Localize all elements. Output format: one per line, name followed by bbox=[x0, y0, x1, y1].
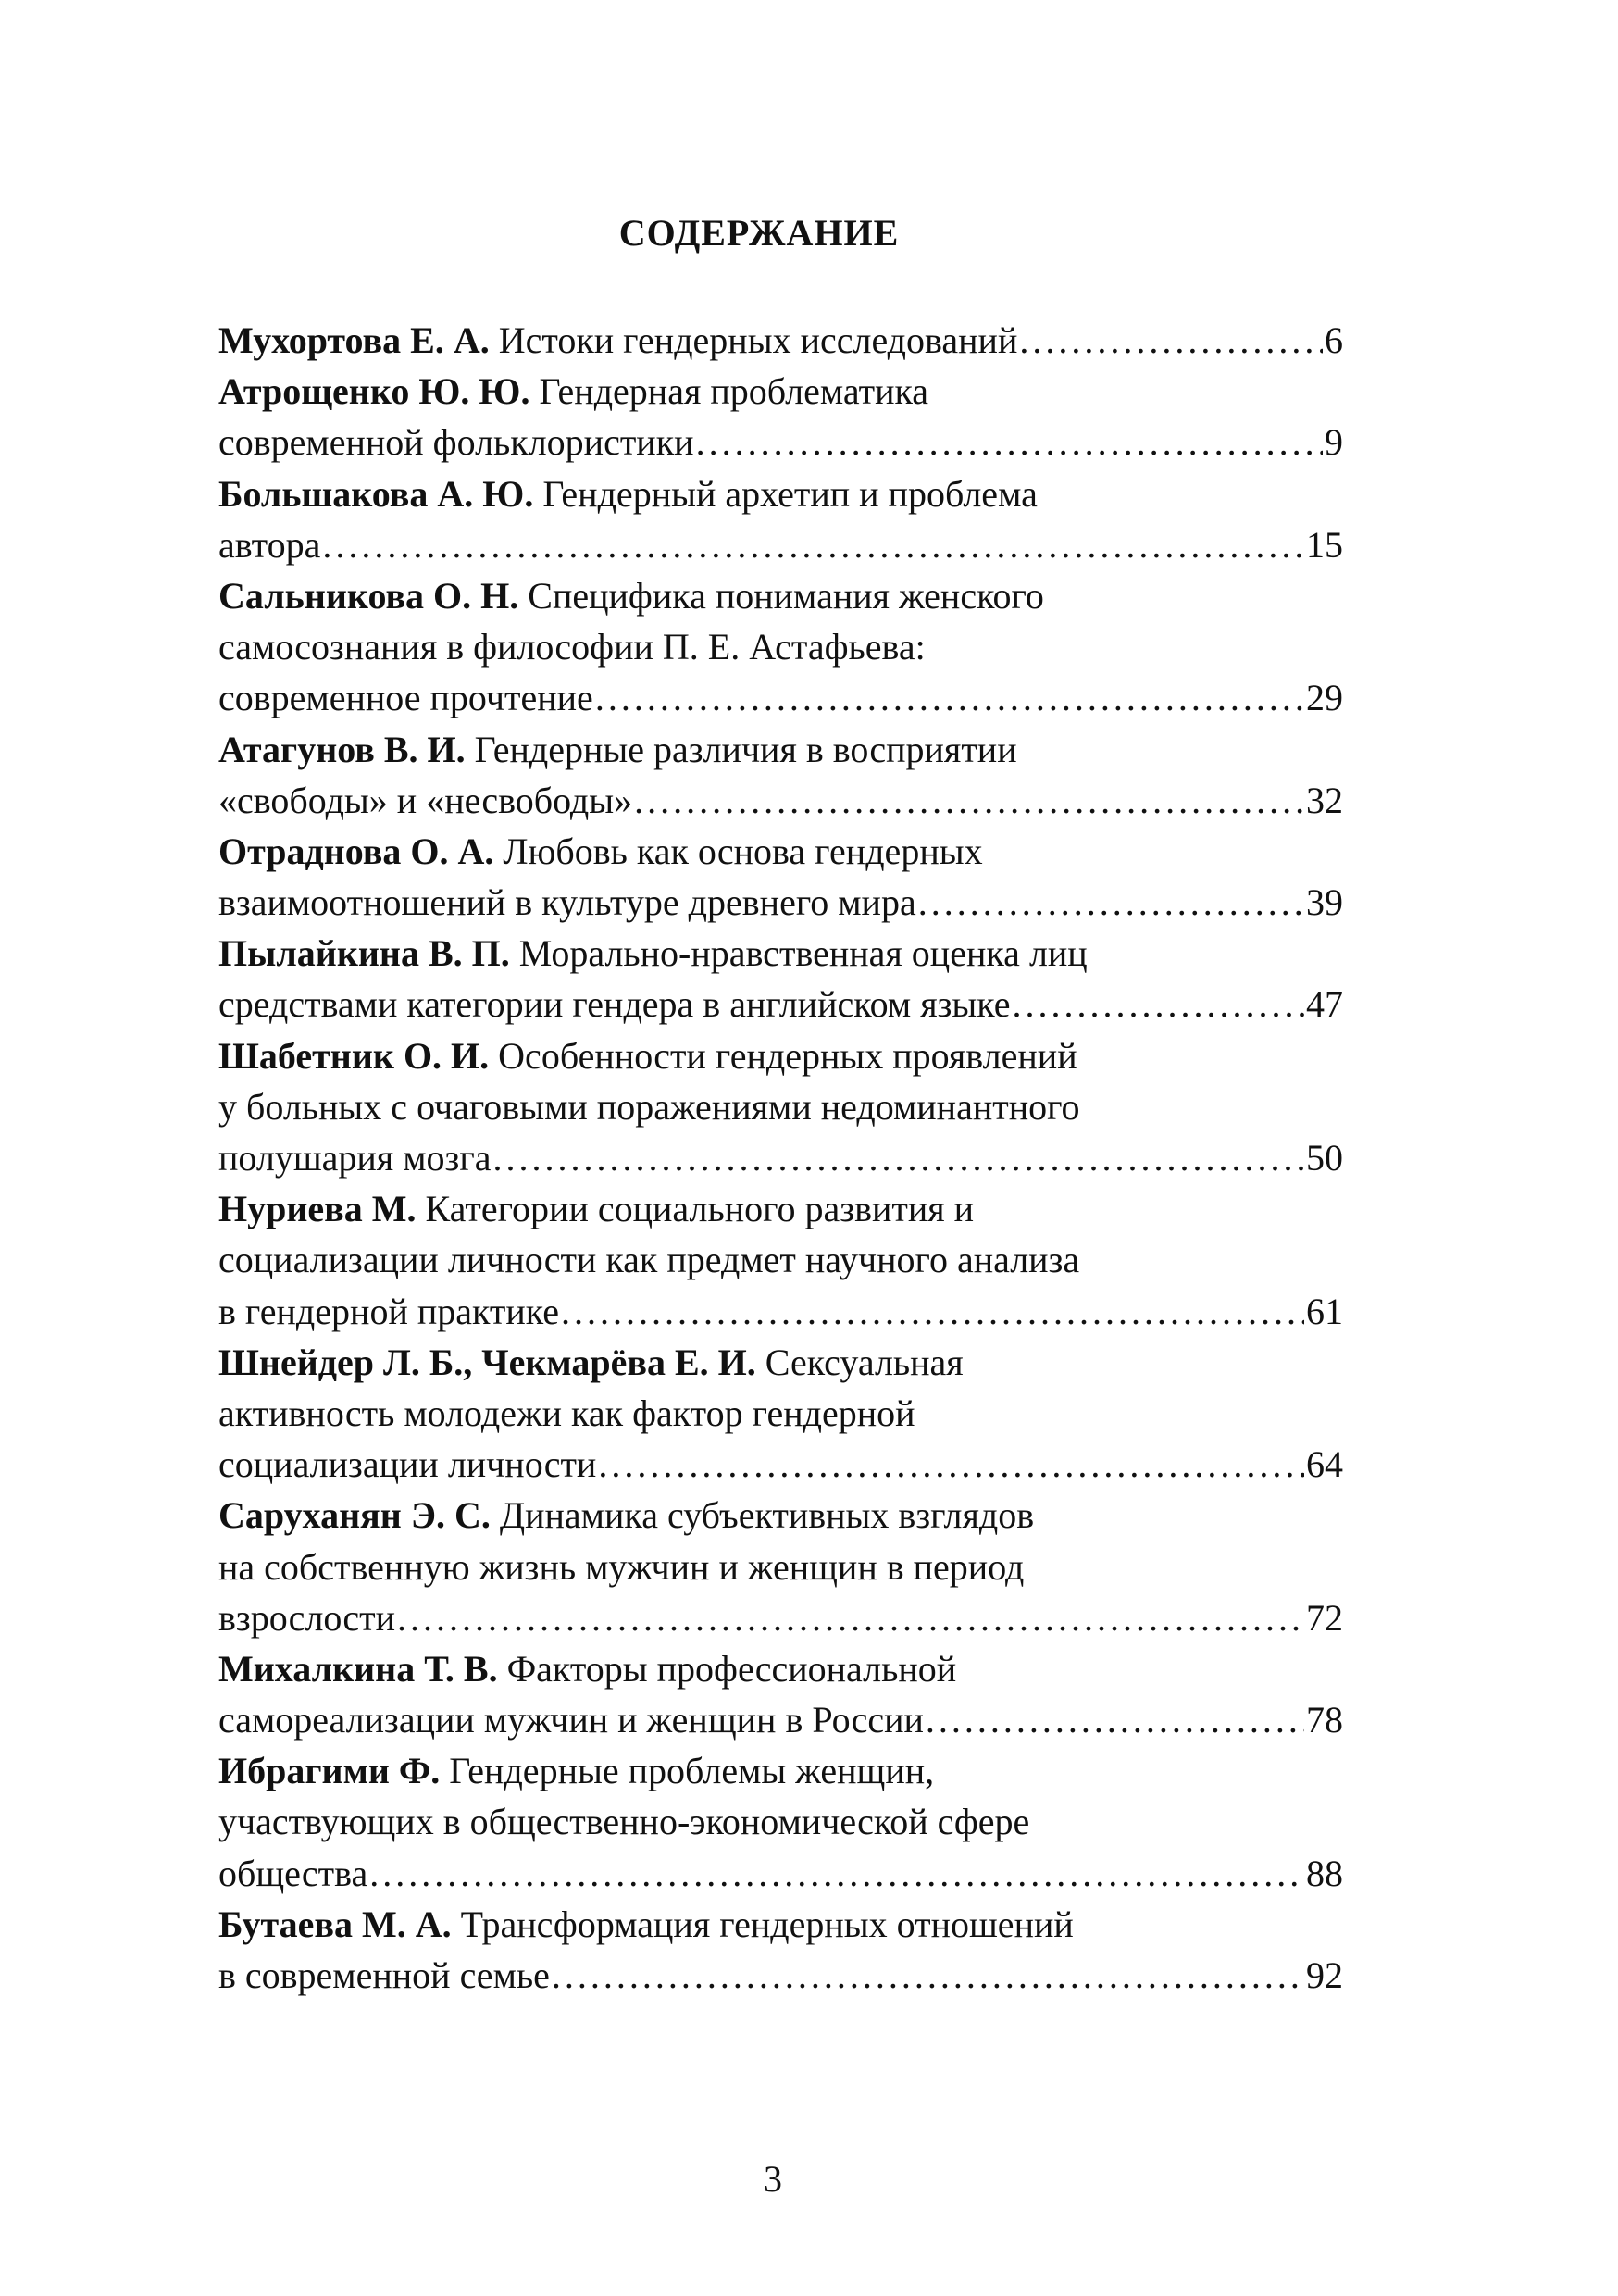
toc-entry-title: Любовь как основа гендерных bbox=[503, 830, 983, 872]
toc-entry-title: Гендерные различия в восприятии bbox=[474, 728, 1017, 770]
toc-entry-text bbox=[218, 1801, 1029, 1842]
toc-leader-dots bbox=[1019, 315, 1323, 366]
toc-entry[interactable] bbox=[218, 826, 1343, 928]
toc-entry-text bbox=[218, 315, 1017, 366]
toc-entry[interactable] bbox=[218, 724, 1343, 826]
toc-entry[interactable] bbox=[218, 366, 1343, 468]
toc-entry-text bbox=[218, 1035, 1077, 1077]
toc-entry-text bbox=[218, 1592, 395, 1643]
toc-entry-title: Гендерная проблематика bbox=[539, 370, 929, 413]
toc-entry-text bbox=[218, 1950, 550, 2001]
toc-entry-page: 47 bbox=[1306, 983, 1343, 1026]
toc-entry-author: Отраднова О. А. bbox=[218, 830, 494, 872]
toc-entry[interactable] bbox=[218, 1899, 1343, 2001]
toc-leader-dots bbox=[397, 1592, 1304, 1643]
toc-entry-text bbox=[218, 1086, 1080, 1128]
toc-leader-dots bbox=[322, 519, 1304, 570]
toc-entry-title: Гендерные проблемы женщин, bbox=[449, 1750, 935, 1792]
toc-entry-page: 78 bbox=[1306, 1699, 1343, 1741]
toc-entry-line bbox=[218, 1490, 1343, 1541]
toc-entry-last-line bbox=[218, 1848, 1343, 1899]
toc-entry-title: Факторы профессиональной bbox=[506, 1647, 957, 1690]
toc-entry-text bbox=[218, 1392, 915, 1434]
toc-entry[interactable] bbox=[218, 1643, 1343, 1745]
toc-entry-text bbox=[218, 729, 1017, 770]
toc-entry-page: 50 bbox=[1306, 1137, 1343, 1179]
toc-entry-text bbox=[218, 1188, 974, 1229]
toc-entry-line bbox=[218, 1234, 1343, 1285]
toc-entry-title: средствами категории гендера в английском языке bbox=[218, 983, 1011, 1026]
toc-entry-line bbox=[218, 826, 1343, 877]
toc-entry-title: современной фольклористики bbox=[218, 421, 694, 464]
toc-leader-dots bbox=[598, 1439, 1304, 1490]
toc-entry-line bbox=[218, 1796, 1343, 1847]
toc-entry-text bbox=[218, 979, 1010, 1029]
toc-entry-title: Специфика понимания женского bbox=[528, 574, 1044, 617]
toc-entry-title: «свободы» и «несвободы» bbox=[218, 779, 633, 821]
toc-entry-title: общества bbox=[218, 1852, 368, 1894]
toc-entry-line bbox=[218, 1081, 1343, 1132]
toc-entry-title: активность молодежи как фактор гендерной bbox=[218, 1391, 915, 1434]
toc-entry-title: взрослости bbox=[218, 1596, 396, 1639]
toc-entry[interactable] bbox=[218, 1030, 1343, 1184]
toc-entry-text bbox=[218, 1648, 956, 1690]
toc-entry-title: самосознания в философии П. Е. Астафьева: bbox=[218, 626, 926, 668]
toc-entry-page: 39 bbox=[1306, 881, 1343, 924]
toc-entry-text bbox=[218, 1132, 491, 1183]
toc-entry-last-line bbox=[218, 417, 1343, 468]
toc-entry-text bbox=[218, 1494, 1034, 1536]
toc-entry-author: Ибрагими Ф. bbox=[218, 1750, 441, 1792]
toc-entry-text bbox=[218, 417, 694, 468]
toc-entry-title: Категории социального развития и bbox=[425, 1188, 975, 1230]
toc-entry-text bbox=[218, 932, 1088, 974]
toc-entry-last-line bbox=[218, 1592, 1343, 1643]
toc-entry-last-line bbox=[218, 979, 1343, 1029]
toc-entry-line bbox=[218, 1388, 1343, 1439]
toc-leader-dots bbox=[552, 1950, 1304, 2001]
toc-entry-author: Атрощенко Ю. Ю. bbox=[218, 370, 530, 413]
toc-entry-title: Динамика субъективных взглядов bbox=[499, 1494, 1035, 1537]
toc-entry-text bbox=[218, 1286, 559, 1337]
toc-entry-text bbox=[218, 775, 632, 826]
toc-entry-text bbox=[218, 626, 926, 668]
toc-entry-line bbox=[218, 1337, 1343, 1388]
toc-entry-last-line bbox=[218, 519, 1343, 570]
toc-entry-text bbox=[218, 1239, 1079, 1280]
toc-entry-title: взаимоотношений в культуре древнего мира bbox=[218, 881, 916, 924]
toc-entry[interactable] bbox=[218, 468, 1343, 570]
toc-entry[interactable] bbox=[218, 928, 1343, 1029]
toc-entry[interactable] bbox=[218, 1183, 1343, 1337]
toc-entry[interactable] bbox=[218, 315, 1343, 366]
toc-entry-title: Гендерный архетип и проблема bbox=[542, 472, 1038, 515]
toc-entry-line bbox=[218, 1745, 1343, 1796]
toc-entry-title: автора bbox=[218, 523, 321, 566]
toc-entry-author: Пылайкина В. П. bbox=[218, 932, 510, 975]
toc-entry-page: 88 bbox=[1306, 1852, 1343, 1894]
toc-entry-line bbox=[218, 1541, 1343, 1592]
toc-entry-line bbox=[218, 1643, 1343, 1694]
toc-entry-line bbox=[218, 468, 1343, 519]
toc-entry-author: Шабетник О. И. bbox=[218, 1034, 490, 1077]
toc-entry-title: Сексуальная bbox=[765, 1341, 964, 1383]
toc-leader-dots bbox=[595, 672, 1304, 723]
toc-entry-last-line bbox=[218, 1286, 1343, 1337]
toc-leader-dots bbox=[918, 877, 1304, 928]
toc-entry-author: Михалкина Т. В. bbox=[218, 1647, 498, 1690]
toc-entry-last-line bbox=[218, 315, 1343, 366]
toc-entry-text bbox=[218, 519, 320, 570]
toc-entry-page: 32 bbox=[1306, 779, 1343, 821]
toc-entry-page: 15 bbox=[1306, 523, 1343, 566]
toc-entry-title: Морально-нравственная оценка лиц bbox=[518, 932, 1088, 975]
toc-entry-title: социализации личности как предмет научного анализа bbox=[218, 1239, 1080, 1281]
toc-entry-last-line bbox=[218, 1439, 1343, 1490]
toc-entry-page: 61 bbox=[1306, 1290, 1343, 1332]
toc-entry-line bbox=[218, 724, 1343, 775]
toc-leader-dots bbox=[492, 1132, 1304, 1183]
toc-entry-text bbox=[218, 672, 593, 723]
toc-entry-text bbox=[218, 1903, 1074, 1945]
toc-entry-title: полушария мозга bbox=[218, 1137, 492, 1179]
toc-entry[interactable] bbox=[218, 1745, 1343, 1899]
toc-entry-text bbox=[218, 473, 1038, 515]
toc-entry-page: 29 bbox=[1306, 677, 1343, 719]
toc-entry-title: на собственную жизнь мужчин и женщин в период bbox=[218, 1545, 1025, 1588]
toc-entry-author: Саруханян Э. С. bbox=[218, 1494, 491, 1537]
toc-entry-title: современное прочтение bbox=[218, 677, 593, 719]
toc-entry-last-line bbox=[218, 672, 1343, 723]
toc-entry-page: 64 bbox=[1306, 1443, 1343, 1486]
toc-entry-text bbox=[218, 877, 916, 928]
toc-entry-last-line bbox=[218, 1694, 1343, 1745]
toc-entry-line bbox=[218, 366, 1343, 417]
toc-entry[interactable] bbox=[218, 1337, 1343, 1491]
toc-entry[interactable] bbox=[218, 1490, 1343, 1643]
toc-entry-line bbox=[218, 621, 1343, 672]
toc-entry-page: 72 bbox=[1306, 1596, 1343, 1639]
toc-entry-last-line bbox=[218, 775, 1343, 826]
toc-entry[interactable] bbox=[218, 570, 1343, 724]
toc-leader-dots bbox=[634, 775, 1304, 826]
toc-entry-line bbox=[218, 1899, 1343, 1950]
toc-entry-title: у больных с очаговыми поражениями недоминантного bbox=[218, 1085, 1080, 1128]
toc-leader-dots bbox=[1012, 979, 1304, 1029]
toc-leader-dots bbox=[926, 1694, 1304, 1745]
toc-entry-title: в современной семье bbox=[218, 1954, 550, 1996]
toc-entry-author: Нуриева М. bbox=[218, 1188, 417, 1230]
toc-entry-text bbox=[218, 1750, 934, 1791]
toc-entry-title: самореализации мужчин и женщин в России bbox=[218, 1699, 924, 1741]
toc-entry-page: 9 bbox=[1325, 421, 1343, 464]
toc-entry-page: 92 bbox=[1306, 1954, 1343, 1996]
toc-leader-dots bbox=[369, 1848, 1304, 1899]
toc-entry-text bbox=[218, 370, 928, 412]
toc-entry-last-line bbox=[218, 1132, 1343, 1183]
toc-entry-text bbox=[218, 1439, 596, 1490]
toc-entry-author: Большакова А. Ю. bbox=[218, 472, 534, 515]
toc-entry-line bbox=[218, 1183, 1343, 1234]
toc-entry-author: Шнейдер Л. Б., Чекмарёва Е. И. bbox=[218, 1341, 756, 1383]
toc-entry-line bbox=[218, 1030, 1343, 1081]
toc-entry-text bbox=[218, 1546, 1024, 1588]
toc-entry-text bbox=[218, 830, 983, 872]
page-number: 3 bbox=[764, 2158, 782, 2200]
toc-entry-page: 6 bbox=[1325, 319, 1343, 361]
toc-leader-dots bbox=[696, 417, 1323, 468]
toc-entry-title: Особенности гендерных проявлений bbox=[498, 1034, 1077, 1077]
toc-entry-last-line bbox=[218, 1950, 1343, 2001]
toc-entry-title: в гендерной практике bbox=[218, 1290, 559, 1332]
toc-entry-text bbox=[218, 1341, 964, 1383]
toc-entry-line bbox=[218, 570, 1343, 621]
toc-heading: СОДЕРЖАНИЕ bbox=[618, 212, 900, 254]
toc-entry-text bbox=[218, 575, 1044, 617]
toc-entry-title: Истоки гендерных исследований bbox=[498, 319, 1018, 361]
toc-entry-author: Мухортова Е. А. bbox=[218, 319, 490, 361]
toc-leader-dots bbox=[561, 1286, 1304, 1337]
toc-entry-title: участвующих в общественно-экономической сфере bbox=[218, 1801, 1030, 1843]
toc-entry-title: Трансформация гендерных отношений bbox=[460, 1903, 1074, 1945]
toc-entry-author: Атагунов В. И. bbox=[218, 728, 466, 770]
toc-entry-text bbox=[218, 1694, 924, 1745]
toc-entry-author: Бутаева М. А. bbox=[218, 1903, 452, 1945]
table-of-contents bbox=[218, 315, 1343, 2001]
toc-entry-title: социализации личности bbox=[218, 1443, 597, 1486]
toc-entry-author: Сальникова О. Н. bbox=[218, 574, 519, 617]
toc-entry-line bbox=[218, 928, 1343, 979]
toc-entry-last-line bbox=[218, 877, 1343, 928]
toc-entry-text bbox=[218, 1848, 367, 1899]
